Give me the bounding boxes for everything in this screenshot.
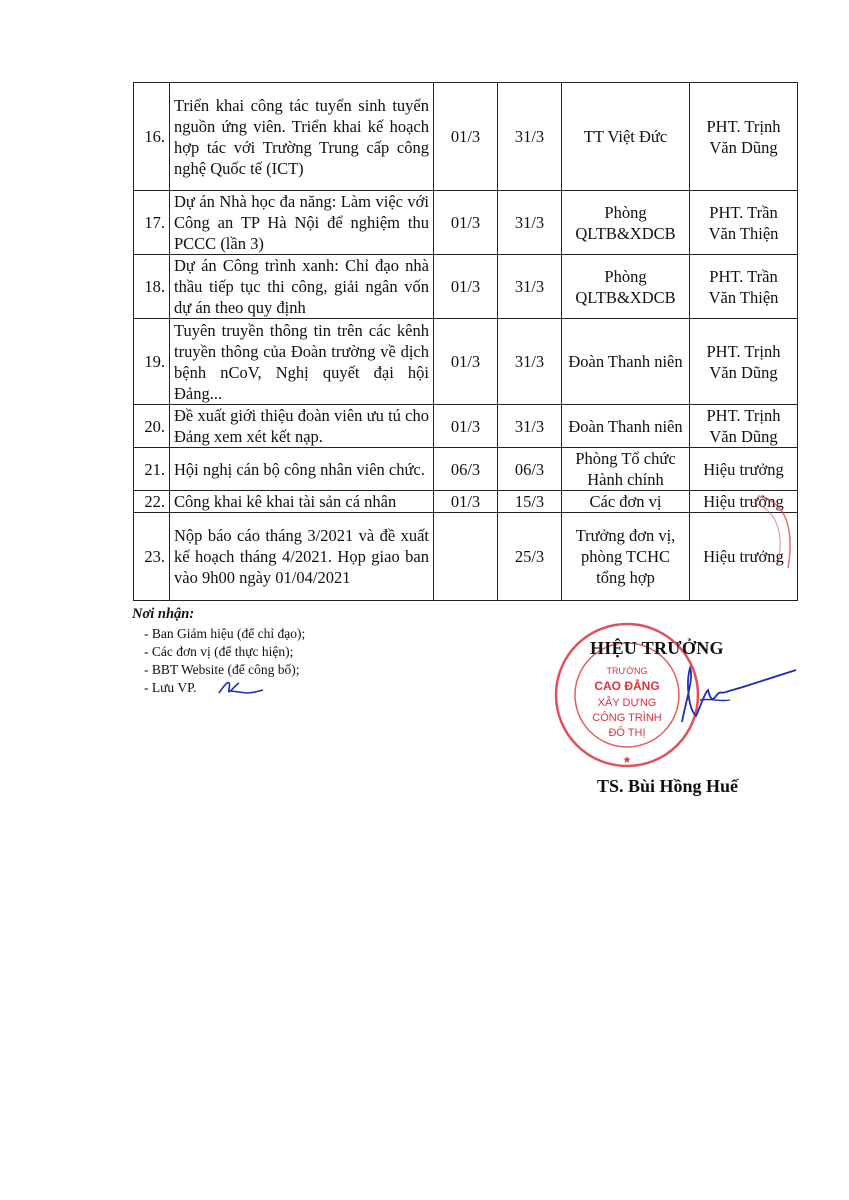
- end-date: 25/3: [498, 513, 562, 601]
- end-date: 31/3: [498, 191, 562, 255]
- responsible-unit: Đoàn Thanh niên: [562, 405, 690, 448]
- row-number: 20.: [134, 405, 170, 448]
- task-description: Dự án Nhà học đa năng: Làm việc với Công an TP Hà Nội để nghiệm thu PCCC (lần 3): [170, 191, 434, 255]
- task-description: Nộp báo cáo tháng 3/2021 và đề xuất kế hoạch tháng 4/2021. Họp giao ban vào 9h00 ngày 01/04/2021: [170, 513, 434, 601]
- lead-person: Hiệu trưởng: [690, 491, 798, 513]
- signer-title: HIỆU TRƯỞNG: [590, 638, 724, 658]
- responsible-unit: TT Việt Đức: [562, 83, 690, 191]
- recipient-item: - Ban Giám hiệu (để chỉ đạo);: [144, 626, 306, 641]
- start-date: [434, 513, 498, 601]
- partial-seal-stamp-icon: [748, 492, 796, 572]
- lead-person: PHT. Trịnh Văn Dũng: [690, 405, 798, 448]
- table-row: [134, 255, 798, 319]
- table-row: [134, 448, 798, 491]
- row-number: 17.: [134, 191, 170, 255]
- responsible-unit: Các đơn vị: [562, 491, 690, 513]
- start-date: 01/3: [434, 319, 498, 405]
- end-date: 31/3: [498, 405, 562, 448]
- lead-person: PHT. Trần Văn Thiện: [690, 255, 798, 319]
- signer-name: TS. Bùi Hồng Huế: [597, 776, 739, 796]
- responsible-unit: Phòng QLTB&XDCB: [562, 255, 690, 319]
- recipient-item: - Các đơn vị (để thực hiện);: [144, 644, 294, 659]
- table-row: [134, 513, 798, 601]
- end-date: 31/3: [498, 83, 562, 191]
- row-number: 18.: [134, 255, 170, 319]
- table-row: [134, 83, 798, 191]
- seal-line: ĐÔ THỊ: [608, 727, 646, 739]
- seal-line: CÔNG TRÌNH: [592, 712, 662, 724]
- start-date: 01/3: [434, 191, 498, 255]
- task-table-body: [134, 83, 798, 601]
- start-date: 06/3: [434, 448, 498, 491]
- task-description: Công khai kê khai tài sản cá nhân: [170, 491, 434, 513]
- responsible-unit: Trưởng đơn vị, phòng TCHC tổng hợp: [562, 513, 690, 601]
- start-date: 01/3: [434, 405, 498, 448]
- start-date: 01/3: [434, 255, 498, 319]
- row-number: 16.: [134, 83, 170, 191]
- start-date: 01/3: [434, 491, 498, 513]
- task-description: Tuyên truyền thông tin trên các kênh truyền thông của Đoàn trường về dịch bệnh nCoV, Nghị quyết đại hội Đảng...: [170, 319, 434, 405]
- row-number: 23.: [134, 513, 170, 601]
- task-description: Hội nghị cán bộ công nhân viên chức.: [170, 448, 434, 491]
- task-description: Dự án Công trình xanh: Chỉ đạo nhà thầu tiếp tục thi công, giải ngân vốn dự án theo quy định: [170, 255, 434, 319]
- seal-line: CAO ĐẲNG: [594, 679, 660, 693]
- lead-person: PHT. Trịnh Văn Dũng: [690, 83, 798, 191]
- row-number: 21.: [134, 448, 170, 491]
- seal-line: XÂY DỰNG: [597, 697, 657, 709]
- recipient-item: - Lưu VP.: [144, 680, 197, 695]
- start-date: 01/3: [434, 83, 498, 191]
- table-row: [134, 191, 798, 255]
- end-date: 06/3: [498, 448, 562, 491]
- task-table: [133, 82, 798, 601]
- task-description: Đề xuất giới thiệu đoàn viên ưu tú cho Đảng xem xét kết nạp.: [170, 405, 434, 448]
- end-date: 31/3: [498, 319, 562, 405]
- lead-person: PHT. Trịnh Văn Dũng: [690, 319, 798, 405]
- row-number: 22.: [134, 491, 170, 513]
- table-row: [134, 319, 798, 405]
- handwritten-signature-icon: [660, 660, 800, 730]
- seal-line: TRƯỜNG: [606, 666, 648, 676]
- row-number: 19.: [134, 319, 170, 405]
- end-date: 31/3: [498, 255, 562, 319]
- lead-person: Hiệu trưởng: [690, 448, 798, 491]
- task-description: Triển khai công tác tuyển sinh tuyển nguồn ứng viên. Triển khai kế hoạch hợp tác với Trường Trung cấp công nghệ Quốc tế (ICT): [170, 83, 434, 191]
- end-date: 15/3: [498, 491, 562, 513]
- responsible-unit: Phòng QLTB&XDCB: [562, 191, 690, 255]
- responsible-unit: Phòng Tổ chức Hành chính: [562, 448, 690, 491]
- lead-person: Hiệu trưởng: [690, 513, 798, 601]
- recipient-item: - BBT Website (để công bố);: [144, 662, 300, 677]
- table-row: [134, 405, 798, 448]
- responsible-unit: Đoàn Thanh niên: [562, 319, 690, 405]
- recipients-title: Nơi nhận:: [132, 606, 195, 622]
- seal-star-icon: ★: [622, 755, 632, 766]
- lead-person: PHT. Trần Văn Thiện: [690, 191, 798, 255]
- initial-mark-icon: [217, 677, 265, 699]
- table-row: [134, 491, 798, 513]
